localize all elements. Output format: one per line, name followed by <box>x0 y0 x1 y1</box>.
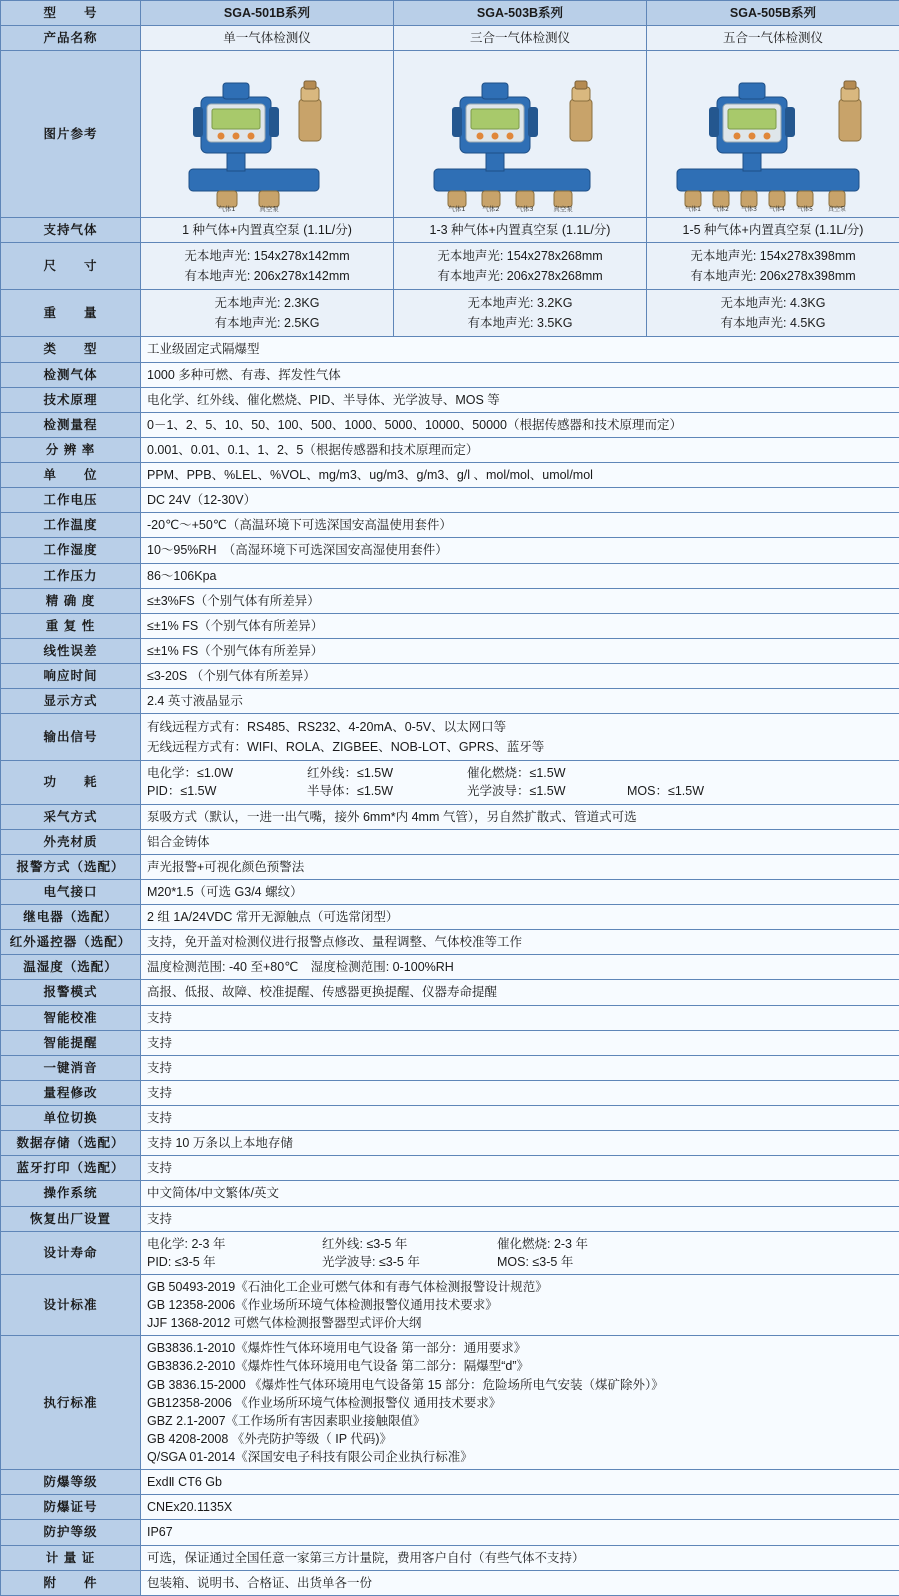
row-label-ex-level: 防爆等级 <box>1 1470 141 1495</box>
weight-1-nonflame: 无本地声光: 2.3KG <box>147 293 387 313</box>
row-label-os: 操作系统 <box>1 1181 141 1206</box>
svg-text:气体4: 气体4 <box>769 205 785 212</box>
table-row-temp-humidity <box>1 955 899 980</box>
humidity-value: 10～95%RH （高湿环境下可选深国安高湿使用套件） <box>141 538 899 563</box>
table-row-design-standard <box>1 1274 899 1335</box>
svg-text:气体3: 气体3 <box>516 204 533 212</box>
row-label-model: 型 号 <box>1 1 141 26</box>
power-catalytic: 催化燃烧：≤1.5W <box>467 764 627 782</box>
range-value: 0－1、2、5、10、50、100、500、1000、5000、10000、50000（根据传感器和技术原理而定） <box>141 412 899 437</box>
row-label-resolution: 分 辨 率 <box>1 437 141 462</box>
row-label-type: 类 型 <box>1 337 141 362</box>
temperature-value: -20℃～+50℃（高温环境下可选深国安高温使用套件） <box>141 513 899 538</box>
size-2-nonflame: 无本地声光: 154x278x268mm <box>400 246 640 266</box>
svg-text:气体2: 气体2 <box>482 204 499 212</box>
life-electrochemical: 电化学: 2-3 年 <box>147 1235 322 1253</box>
weight-1 <box>141 290 394 337</box>
model-name-3: SGA-505B系列 <box>647 1 899 26</box>
table-row-range-mod <box>1 1080 899 1105</box>
relay-value: 2 组 1A/24VDC 常开无源触点（可选常闭型） <box>141 905 899 930</box>
table-row-exec-standard <box>1 1336 899 1470</box>
product-image-3 <box>647 51 899 218</box>
row-label-electrical: 电气接口 <box>1 879 141 904</box>
device-illustration-3 <box>655 57 891 212</box>
table-row-sampling <box>1 804 899 829</box>
row-label-unit: 单 位 <box>1 463 141 488</box>
power-optical: 光学波导：≤1.5W <box>467 782 627 800</box>
resolution-value: 0.001、0.01、0.1、1、2、5（根据传感器和技术原理而定） <box>141 437 899 462</box>
exec-standard-value <box>141 1336 899 1470</box>
table-row-accuracy <box>1 588 899 613</box>
row-label-unit-switch: 单位切换 <box>1 1106 141 1131</box>
life-infrared: 红外线: ≤3-5 年 <box>322 1235 497 1253</box>
row-label-linearity: 线性误差 <box>1 638 141 663</box>
range-mod-value: 支持 <box>141 1080 899 1105</box>
detect-gas-value: 1000 多种可燃、有毒、挥发性气体 <box>141 362 899 387</box>
alarm-mode-value: 高报、低报、故障、校准提醒、传感器更换提醒、仪器寿命提醒 <box>141 980 899 1005</box>
power-value <box>141 761 899 804</box>
ex-level-value: ExdⅡ CT6 Gb <box>141 1470 899 1495</box>
table-row-bt-print <box>1 1156 899 1181</box>
table-row-display <box>1 689 899 714</box>
table-row-response <box>1 664 899 689</box>
design-standard-value <box>141 1274 899 1335</box>
bt-print-value: 支持 <box>141 1156 899 1181</box>
table-row-repeatability <box>1 613 899 638</box>
model-name-1: SGA-501B系列 <box>141 1 394 26</box>
svg-text:气体2: 气体2 <box>713 205 729 212</box>
row-label-exec-standard: 执行标准 <box>1 1336 141 1470</box>
row-label-voltage: 工作电压 <box>1 488 141 513</box>
exec-standard-item: GB3836.1-2010《爆炸性气体环境用电气设备 第一部分：通用要求》 <box>147 1339 893 1357</box>
life-mos: MOS: ≤3-5 年 <box>497 1253 672 1271</box>
table-row-linearity <box>1 638 899 663</box>
design-standard-item: GB 50493-2019《石油化工企业可燃气体和有毒气体检测报警设计规范》 <box>147 1278 893 1296</box>
life-catalytic: 催化燃烧: 2-3 年 <box>497 1235 672 1253</box>
weight-3-flame: 有本地声光: 4.5KG <box>653 313 893 333</box>
table-row-unit <box>1 463 899 488</box>
power-line-2 <box>147 782 893 800</box>
row-label-remote: 红外遥控器（选配） <box>1 930 141 955</box>
svg-text:真空泵: 真空泵 <box>259 204 279 212</box>
output-wireless: 无线远程方式有：WIFI、ROLA、ZIGBEE、NOB-LOT、GPRS、蓝牙等 <box>147 737 893 757</box>
table-row-electrical <box>1 879 899 904</box>
svg-text:真空泵: 真空泵 <box>553 204 573 212</box>
temp-humidity-value: 温度检测范围: -40 至+80℃ 湿度检测范围: 0-100%RH <box>141 955 899 980</box>
power-infrared: 红外线：≤1.5W <box>307 764 467 782</box>
gas-support-2: 1-3 种气体+内置真空泵 (1.1L/分) <box>394 218 647 243</box>
product-name-2: 三合一气体检测仪 <box>394 26 647 51</box>
table-row-range <box>1 412 899 437</box>
response-value: ≤3-20S （个别气体有所差异） <box>141 664 899 689</box>
design-life-value <box>141 1231 899 1274</box>
accuracy-value: ≤±3%FS（个别气体有所差异） <box>141 588 899 613</box>
weight-2 <box>394 290 647 337</box>
row-label-principle: 技术原理 <box>1 387 141 412</box>
size-2-flame: 有本地声光: 206x278x268mm <box>400 266 640 286</box>
factory-reset-value: 支持 <box>141 1206 899 1231</box>
table-row-design-life <box>1 1231 899 1274</box>
svg-text:气体1: 气体1 <box>218 204 235 212</box>
pressure-value: 86～106Kpa <box>141 563 899 588</box>
row-label-smart-remind: 智能提醒 <box>1 1030 141 1055</box>
sampling-value: 泵吸方式（默认，一进一出气嘴，接外 6mm*内 4mm 气管），另自然扩散式、管道式可选 <box>141 804 899 829</box>
row-label-output: 输出信号 <box>1 714 141 761</box>
principle-value: 电化学、红外线、催化燃烧、PID、半导体、光学波导、MOS 等 <box>141 387 899 412</box>
table-row-temperature <box>1 513 899 538</box>
row-label-range-mod: 量程修改 <box>1 1080 141 1105</box>
table-row-weight <box>1 290 899 337</box>
row-label-factory-reset: 恢复出厂设置 <box>1 1206 141 1231</box>
table-row-storage <box>1 1131 899 1156</box>
row-label-design-standard: 设计标准 <box>1 1274 141 1335</box>
table-row-detect-gas <box>1 362 899 387</box>
row-label-sampling: 采气方式 <box>1 804 141 829</box>
row-label-weight: 重 量 <box>1 290 141 337</box>
weight-1-flame: 有本地声光: 2.5KG <box>147 313 387 333</box>
table-row-ip <box>1 1520 899 1545</box>
table-row-model <box>1 1 899 26</box>
accessory-value: 包装箱、说明书、合格证、出货单各一份 <box>141 1570 899 1595</box>
model-name-2: SGA-503B系列 <box>394 1 647 26</box>
table-row-type <box>1 337 899 362</box>
voltage-value: DC 24V（12-30V） <box>141 488 899 513</box>
display-value: 2.4 英寸液晶显示 <box>141 689 899 714</box>
row-label-design-life: 设计寿命 <box>1 1231 141 1274</box>
row-label-alarm-mode: 报警模式 <box>1 980 141 1005</box>
os-value: 中文简体/中文繁体/英文 <box>141 1181 899 1206</box>
unit-value: PPM、PPB、%LEL、%VOL、mg/m3、ug/m3、g/m3、g/l 、mol/mol、umol/mol <box>141 463 899 488</box>
row-label-accuracy: 精 确 度 <box>1 588 141 613</box>
weight-3 <box>647 290 899 337</box>
type-value: 工业级固定式隔爆型 <box>141 337 899 362</box>
table-row-accessory <box>1 1570 899 1595</box>
table-row-pressure <box>1 563 899 588</box>
smart-cal-value: 支持 <box>141 1005 899 1030</box>
table-row-principle <box>1 387 899 412</box>
exec-standard-item: GB 3836.15-2000 《爆炸性气体环境用电气设备第 15 部分：危险场所电气安装（煤矿除外）》 <box>147 1376 893 1394</box>
table-row-smart-remind <box>1 1030 899 1055</box>
row-label-accessory: 附 件 <box>1 1570 141 1595</box>
life-pid: PID: ≤3-5 年 <box>147 1253 322 1271</box>
power-electrochemical: 电化学：≤1.0W <box>147 764 307 782</box>
design-life-line-2 <box>147 1253 893 1271</box>
svg-text:真空泵: 真空泵 <box>828 205 846 212</box>
power-pid: PID：≤1.5W <box>147 782 307 800</box>
exec-standard-item: GB12358-2006 《作业场所环境气体检测报警仪 通用技术要求》 <box>147 1394 893 1412</box>
svg-text:气体5: 气体5 <box>797 205 813 212</box>
smart-remind-value: 支持 <box>141 1030 899 1055</box>
unit-switch-value: 支持 <box>141 1106 899 1131</box>
exec-standard-item: GBZ 2.1-2007《工作场所有害因素职业接触限值》 <box>147 1412 893 1430</box>
linearity-value: ≤±1% FS（个别气体有所差异） <box>141 638 899 663</box>
alarm-way-value: 声光报警+可视化颜色预警法 <box>141 854 899 879</box>
table-row-relay <box>1 905 899 930</box>
row-label-display: 显示方式 <box>1 689 141 714</box>
row-label-one-key-mute: 一键消音 <box>1 1055 141 1080</box>
design-standard-item: JJF 1368-2012 可燃气体检测报警器型式评价大纲 <box>147 1314 893 1332</box>
table-row-voltage <box>1 488 899 513</box>
row-label-humidity: 工作湿度 <box>1 538 141 563</box>
design-standard-item: GB 12358-2006《作业场所环境气体检测报警仪通用技术要求》 <box>147 1296 893 1314</box>
output-value <box>141 714 899 761</box>
electrical-value: M20*1.5（可选 G3/4 螺纹） <box>141 879 899 904</box>
storage-value: 支持 10 万条以上本地存储 <box>141 1131 899 1156</box>
table-row-factory-reset <box>1 1206 899 1231</box>
size-3-nonflame: 无本地声光: 154x278x398mm <box>653 246 893 266</box>
table-row-gas-support <box>1 218 899 243</box>
exec-standard-item: Q/SGA 01-2014《深国安电子科技有限公司企业执行标准》 <box>147 1448 893 1466</box>
design-life-line-1 <box>147 1235 893 1253</box>
row-label-size: 尺 寸 <box>1 243 141 290</box>
table-row-one-key-mute <box>1 1055 899 1080</box>
row-label-image: 图片参考 <box>1 51 141 218</box>
weight-3-nonflame: 无本地声光: 4.3KG <box>653 293 893 313</box>
exec-standard-item: GB 4208-2008 《外壳防护等级（ IP 代码)》 <box>147 1430 893 1448</box>
row-label-range: 检测量程 <box>1 412 141 437</box>
size-3-flame: 有本地声光: 206x278x398mm <box>653 266 893 286</box>
row-label-shell: 外壳材质 <box>1 829 141 854</box>
gas-support-1: 1 种气体+内置真空泵 (1.1L/分) <box>141 218 394 243</box>
table-row-product-name <box>1 26 899 51</box>
row-label-smart-cal: 智能校准 <box>1 1005 141 1030</box>
product-name-1: 单一气体检测仪 <box>141 26 394 51</box>
table-row-metrology <box>1 1545 899 1570</box>
product-image-2 <box>394 51 647 218</box>
size-3 <box>647 243 899 290</box>
table-row-alarm-mode <box>1 980 899 1005</box>
row-label-temp-humidity: 温湿度（选配） <box>1 955 141 980</box>
weight-2-nonflame: 无本地声光: 3.2KG <box>400 293 640 313</box>
table-row-ex-cert <box>1 1495 899 1520</box>
size-1 <box>141 243 394 290</box>
row-label-ip: 防护等级 <box>1 1520 141 1545</box>
table-row-resolution <box>1 437 899 462</box>
row-label-temperature: 工作温度 <box>1 513 141 538</box>
exec-standard-item: GB3836.2-2010《爆炸性气体环境用电气设备 第二部分：隔爆型“d”》 <box>147 1357 893 1375</box>
output-wired: 有线远程方式有：RS485、RS232、4-20mA、0-5V、以太网口等 <box>147 717 893 737</box>
product-name-3: 五合一气体检测仪 <box>647 26 899 51</box>
size-1-flame: 有本地声光: 206x278x142mm <box>147 266 387 286</box>
row-label-product-name: 产品名称 <box>1 26 141 51</box>
weight-2-flame: 有本地声光: 3.5KG <box>400 313 640 333</box>
shell-value: 铝合金铸体 <box>141 829 899 854</box>
table-row-os <box>1 1181 899 1206</box>
repeatability-value: ≤±1% FS（个别气体有所差异） <box>141 613 899 638</box>
device-svg-1 <box>149 57 385 212</box>
row-label-relay: 继电器（选配） <box>1 905 141 930</box>
one-key-mute-value: 支持 <box>141 1055 899 1080</box>
size-2 <box>394 243 647 290</box>
row-label-repeatability: 重 复 性 <box>1 613 141 638</box>
device-svg-3 <box>655 57 891 212</box>
svg-text:气体1: 气体1 <box>448 204 465 212</box>
table-row-output <box>1 714 899 761</box>
table-row-size <box>1 243 899 290</box>
ip-value: IP67 <box>141 1520 899 1545</box>
svg-text:气体1: 气体1 <box>685 205 701 212</box>
power-semiconductor: 半导体：≤1.5W <box>307 782 467 800</box>
table-row-alarm-way <box>1 854 899 879</box>
row-label-ex-cert: 防爆证号 <box>1 1495 141 1520</box>
row-label-metrology: 计 量 证 <box>1 1545 141 1570</box>
table-row-remote <box>1 930 899 955</box>
row-label-gas-support: 支持气体 <box>1 218 141 243</box>
device-illustration-2 <box>402 57 638 212</box>
product-image-1 <box>141 51 394 218</box>
gas-support-3: 1-5 种气体+内置真空泵 (1.1L/分) <box>647 218 899 243</box>
table-row-smart-cal <box>1 1005 899 1030</box>
row-label-alarm-way: 报警方式（选配） <box>1 854 141 879</box>
power-mos: MOS：≤1.5W <box>627 782 777 800</box>
ex-cert-value: CNEx20.1135X <box>141 1495 899 1520</box>
table-row-images <box>1 51 899 218</box>
table-row-shell <box>1 829 899 854</box>
table-row-ex-level <box>1 1470 899 1495</box>
device-illustration-1 <box>149 57 385 212</box>
svg-text:气体3: 气体3 <box>741 205 757 212</box>
table-row-humidity <box>1 538 899 563</box>
row-label-detect-gas: 检测气体 <box>1 362 141 387</box>
size-1-nonflame: 无本地声光: 154x278x142mm <box>147 246 387 266</box>
row-label-response: 响应时间 <box>1 664 141 689</box>
life-optical: 光学波导: ≤3-5 年 <box>322 1253 497 1271</box>
table-row-power <box>1 761 899 804</box>
device-svg-2 <box>402 57 638 212</box>
row-label-bt-print: 蓝牙打印（选配） <box>1 1156 141 1181</box>
remote-value: 支持，免开盖对检测仪进行报警点修改、量程调整、气体校准等工作 <box>141 930 899 955</box>
metrology-value: 可选，保证通过全国任意一家第三方计量院，费用客户自付（有些气体不支持） <box>141 1545 899 1570</box>
table-row-unit-switch <box>1 1106 899 1131</box>
row-label-power: 功 耗 <box>1 761 141 804</box>
power-line-1 <box>147 764 893 782</box>
row-label-storage: 数据存储（选配） <box>1 1131 141 1156</box>
row-label-pressure: 工作压力 <box>1 563 141 588</box>
